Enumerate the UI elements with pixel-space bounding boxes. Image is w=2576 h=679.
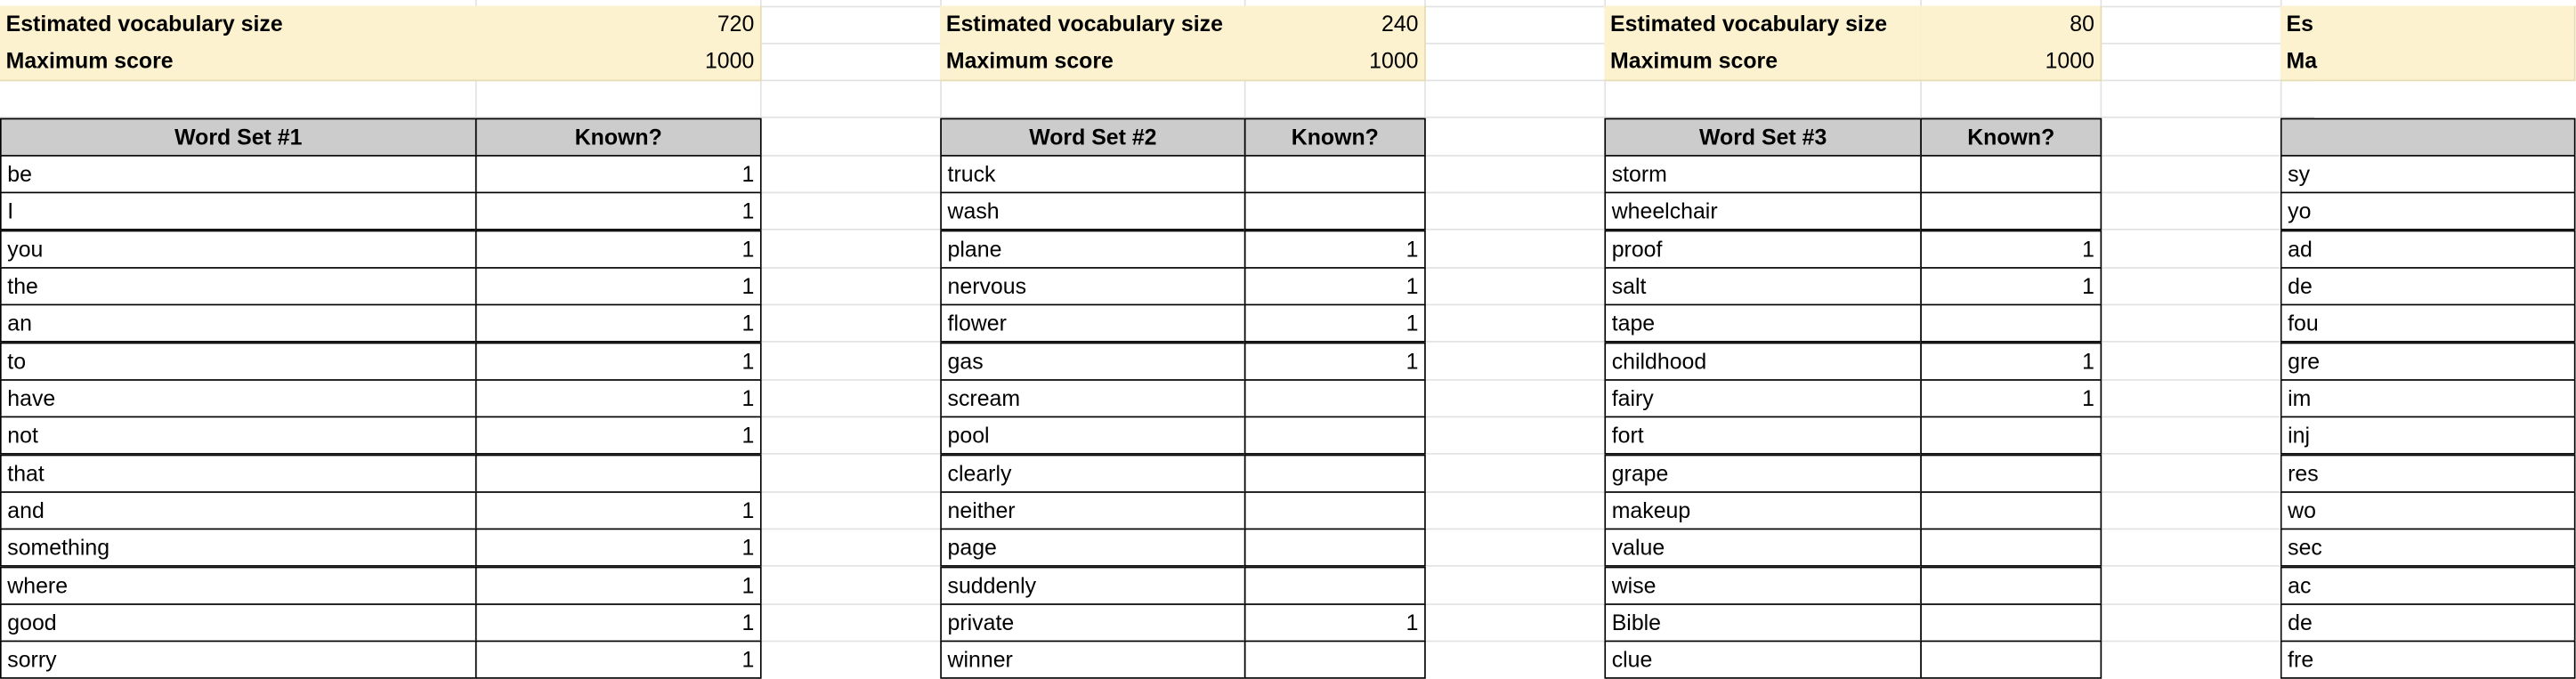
vocab-size-value[interactable]: 80 bbox=[1920, 6, 2102, 44]
word-cell[interactable]: where bbox=[0, 567, 477, 605]
known-cell[interactable] bbox=[1920, 567, 2102, 605]
max-score-label[interactable]: Maximum score bbox=[940, 43, 1245, 81]
word-cell[interactable]: flower bbox=[940, 304, 1245, 343]
known-cell[interactable]: 1 bbox=[475, 155, 762, 193]
known-cell[interactable] bbox=[1244, 155, 1426, 193]
word-set-3-block bbox=[1604, 0, 2102, 674]
word-cell[interactable]: ac bbox=[2280, 567, 2576, 605]
word-cell[interactable]: storm bbox=[1604, 155, 1922, 193]
word-cell[interactable]: the bbox=[0, 267, 477, 305]
word-cell[interactable]: you bbox=[0, 230, 477, 269]
column-header-known[interactable]: Known? bbox=[1920, 118, 2102, 157]
word-cell[interactable]: not bbox=[0, 416, 477, 455]
word-cell[interactable]: im bbox=[2280, 379, 2576, 417]
known-cell[interactable] bbox=[1920, 416, 2102, 455]
word-cell[interactable]: sec bbox=[2280, 529, 2576, 567]
known-cell[interactable] bbox=[1244, 491, 1426, 529]
known-cell[interactable] bbox=[1920, 491, 2102, 529]
known-cell[interactable]: 1 bbox=[1244, 343, 1426, 381]
known-cell[interactable] bbox=[475, 455, 762, 493]
known-cell[interactable] bbox=[1244, 529, 1426, 567]
max-score-value[interactable]: 1000 bbox=[1920, 43, 2102, 81]
known-cell[interactable]: 1 bbox=[1244, 267, 1426, 305]
word-cell[interactable]: Bible bbox=[1604, 603, 1922, 642]
vocab-size-label[interactable]: Estimated vocabulary size bbox=[0, 6, 477, 44]
known-cell[interactable]: 1 bbox=[475, 267, 762, 305]
word-cell[interactable]: truck bbox=[940, 155, 1245, 193]
word-cell[interactable]: page bbox=[940, 529, 1245, 567]
column-header-known[interactable]: Known? bbox=[475, 118, 762, 157]
max-score-label[interactable]: Ma bbox=[2280, 43, 2576, 81]
column-header-word-set[interactable]: Word Set #2 bbox=[940, 118, 1245, 157]
word-cell[interactable]: childhood bbox=[1604, 343, 1922, 381]
word-cell[interactable]: gre bbox=[2280, 343, 2576, 381]
known-cell[interactable]: 1 bbox=[475, 641, 762, 679]
max-score-value[interactable]: 1000 bbox=[1244, 43, 1426, 81]
word-cell[interactable]: wheelchair bbox=[1604, 192, 1922, 230]
word-cell[interactable]: wise bbox=[1604, 567, 1922, 605]
known-cell[interactable]: 1 bbox=[475, 416, 762, 455]
known-cell[interactable] bbox=[1920, 641, 2102, 679]
known-cell[interactable]: 1 bbox=[475, 192, 762, 230]
word-cell[interactable]: an bbox=[0, 304, 477, 343]
word-cell[interactable]: fou bbox=[2280, 304, 2576, 343]
word-cell[interactable]: and bbox=[0, 491, 477, 529]
known-cell[interactable]: 1 bbox=[475, 230, 762, 269]
known-cell[interactable] bbox=[1920, 304, 2102, 343]
known-cell[interactable]: 1 bbox=[475, 491, 762, 529]
column-header-word-set[interactable]: Word Set #3 bbox=[1604, 118, 1922, 157]
word-cell[interactable]: sorry bbox=[0, 641, 477, 679]
word-cell[interactable]: clue bbox=[1604, 641, 1922, 679]
word-cell[interactable]: plane bbox=[940, 230, 1245, 269]
word-cell[interactable]: sy bbox=[2280, 155, 2576, 193]
word-cell[interactable]: private bbox=[940, 603, 1245, 642]
known-cell[interactable]: 1 bbox=[475, 529, 762, 567]
vocab-size-label[interactable]: Estimated vocabulary size bbox=[940, 6, 1245, 44]
word-cell[interactable]: be bbox=[0, 155, 477, 193]
known-cell[interactable]: 1 bbox=[475, 603, 762, 642]
word-cell[interactable]: I bbox=[0, 192, 477, 230]
word-cell[interactable]: inj bbox=[2280, 416, 2576, 455]
word-cell[interactable]: fairy bbox=[1604, 379, 1922, 417]
word-cell[interactable]: grape bbox=[1604, 455, 1922, 493]
known-cell[interactable]: 1 bbox=[475, 343, 762, 381]
word-cell[interactable]: fort bbox=[1604, 416, 1922, 455]
word-cell[interactable]: proof bbox=[1604, 230, 1922, 269]
word-cell[interactable]: suddenly bbox=[940, 567, 1245, 605]
word-cell[interactable]: de bbox=[2280, 267, 2576, 305]
word-cell[interactable]: tape bbox=[1604, 304, 1922, 343]
word-cell[interactable]: to bbox=[0, 343, 477, 381]
known-cell[interactable]: 1 bbox=[475, 567, 762, 605]
known-cell[interactable]: 1 bbox=[1244, 603, 1426, 642]
word-cell[interactable]: something bbox=[0, 529, 477, 567]
known-cell[interactable] bbox=[1920, 455, 2102, 493]
known-cell[interactable] bbox=[1244, 567, 1426, 605]
known-cell[interactable] bbox=[1244, 379, 1426, 417]
word-cell[interactable]: salt bbox=[1604, 267, 1922, 305]
column-header-known[interactable]: Known? bbox=[1244, 118, 1426, 157]
known-cell[interactable]: 1 bbox=[1920, 230, 2102, 269]
word-cell[interactable]: good bbox=[0, 603, 477, 642]
vocab-size-value[interactable]: 240 bbox=[1244, 6, 1426, 44]
max-score-label[interactable]: Maximum score bbox=[0, 43, 477, 81]
word-cell[interactable]: res bbox=[2280, 455, 2576, 493]
word-cell[interactable]: makeup bbox=[1604, 491, 1922, 529]
word-cell[interactable]: de bbox=[2280, 603, 2576, 642]
word-cell[interactable]: yo bbox=[2280, 192, 2576, 230]
known-cell[interactable] bbox=[1244, 416, 1426, 455]
word-cell[interactable]: pool bbox=[940, 416, 1245, 455]
known-cell[interactable] bbox=[1920, 529, 2102, 567]
known-cell[interactable] bbox=[1920, 603, 2102, 642]
max-score-value[interactable]: 1000 bbox=[475, 43, 762, 81]
word-cell[interactable]: winner bbox=[940, 641, 1245, 679]
column-header-word-set[interactable]: Word Set #1 bbox=[0, 118, 477, 157]
word-cell[interactable]: clearly bbox=[940, 455, 1245, 493]
word-cell[interactable]: fre bbox=[2280, 641, 2576, 679]
known-cell[interactable]: 1 bbox=[1920, 267, 2102, 305]
word-set-2-block bbox=[940, 0, 1426, 674]
known-cell[interactable]: 1 bbox=[1920, 379, 2102, 417]
word-cell[interactable]: gas bbox=[940, 343, 1245, 381]
word-set-4-block bbox=[2280, 0, 2322, 674]
known-cell[interactable] bbox=[1920, 155, 2102, 193]
word-cell[interactable]: value bbox=[1604, 529, 1922, 567]
known-cell[interactable]: 1 bbox=[475, 379, 762, 417]
known-cell[interactable] bbox=[1244, 455, 1426, 493]
vocab-size-label[interactable]: Estimated vocabulary size bbox=[1604, 6, 1922, 44]
word-set-1-block bbox=[0, 0, 762, 674]
word-cell[interactable]: scream bbox=[940, 379, 1245, 417]
word-cell[interactable]: wash bbox=[940, 192, 1245, 230]
column-header-word-set[interactable] bbox=[2280, 118, 2576, 157]
word-cell[interactable]: neither bbox=[940, 491, 1245, 529]
vocab-size-value[interactable]: 720 bbox=[475, 6, 762, 44]
vocab-size-label[interactable]: Es bbox=[2280, 6, 2576, 44]
word-cell[interactable]: that bbox=[0, 455, 477, 493]
known-cell[interactable]: 1 bbox=[1244, 304, 1426, 343]
word-cell[interactable]: have bbox=[0, 379, 477, 417]
known-cell[interactable]: 1 bbox=[1920, 343, 2102, 381]
word-cell[interactable]: nervous bbox=[940, 267, 1245, 305]
known-cell[interactable] bbox=[1244, 192, 1426, 230]
known-cell[interactable] bbox=[1244, 641, 1426, 679]
known-cell[interactable]: 1 bbox=[475, 304, 762, 343]
word-cell[interactable]: wo bbox=[2280, 491, 2576, 529]
known-cell[interactable] bbox=[1920, 192, 2102, 230]
word-cell[interactable]: ad bbox=[2280, 230, 2576, 269]
max-score-label[interactable]: Maximum score bbox=[1604, 43, 1922, 81]
known-cell[interactable]: 1 bbox=[1244, 230, 1426, 269]
